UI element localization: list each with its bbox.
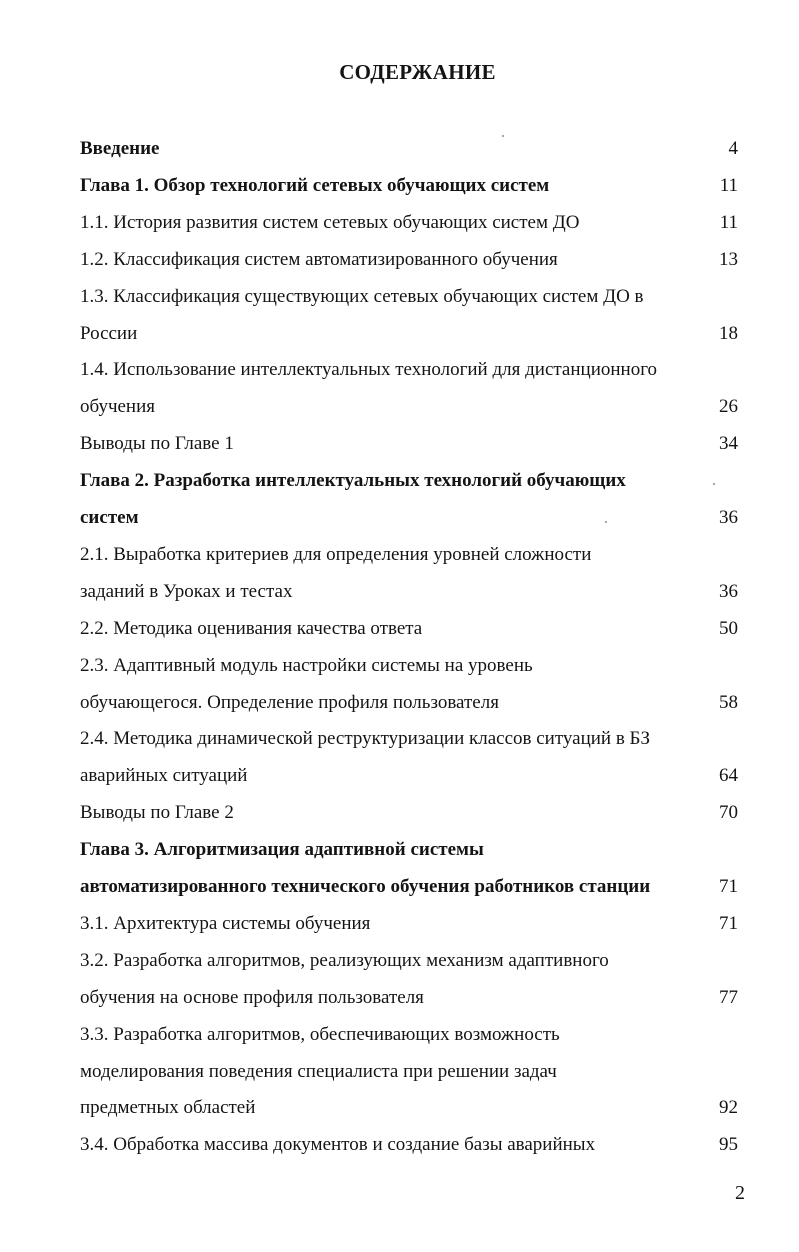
toc-page-number: 26 [719, 396, 738, 418]
toc-chapter-title: Введение [80, 138, 160, 159]
toc-entry-title: 2.2. Методика оценивания качества ответа [80, 617, 423, 639]
toc-entry-title: России [80, 322, 138, 344]
toc-page-number: 34 [719, 433, 738, 455]
toc-page-number: 11 [719, 174, 738, 196]
toc-entry-title: 2.3. Адаптивный модуль настройки системы на уровень [80, 654, 533, 676]
toc-entry-title: заданий в Уроках и тестах [80, 580, 293, 602]
toc-entry-title: 3.4. Обработка массива документов и создание базы аварийных [80, 1134, 596, 1156]
toc-entry-title: предметных областей [80, 1097, 256, 1119]
toc-page-number: 95 [719, 1134, 738, 1156]
toc-chapter-title: Глава 1. Обзор технологий сетевых обучающих систем [80, 174, 550, 196]
toc-entry-title: 3.1. Архитектура системы обучения [80, 912, 371, 934]
toc-entry-title: Выводы по Главе 1 [80, 433, 234, 455]
toc-page-number: 36 [719, 580, 738, 602]
page-number: 2 [735, 1182, 745, 1204]
toc-entry-title: моделирования поведения специалиста при решении задач [80, 1060, 557, 1082]
scan-speck [713, 483, 715, 485]
toc-entry-title: обучения на основе профиля пользователя [80, 986, 424, 1008]
toc-entry-title: 3.2. Разработка алгоритмов, реализующих механизм адаптивного [80, 949, 609, 971]
toc-chapter-title: автоматизированного технического обучения работников станции [80, 876, 651, 897]
toc-page-number: 50 [719, 617, 738, 639]
toc-page-number: 64 [719, 765, 738, 787]
toc-entry-title: 1.1. История развития систем сетевых обучающих систем ДО [80, 211, 580, 233]
toc-page-number: 71 [719, 912, 738, 934]
page-title: СОДЕРЖАНИЕ [339, 60, 496, 84]
toc-entry-title: обучающегося. Определение профиля пользователя [80, 691, 499, 713]
toc-entry-title: 2.4. Методика динамической реструктуризации классов ситуаций в БЗ [80, 728, 650, 750]
toc-page-number: 13 [719, 248, 738, 270]
toc-entry-title: Выводы по Главе 2 [80, 802, 234, 824]
toc-entry-title: 1.4. Использование интеллектуальных технологий для дистанционного [80, 359, 658, 381]
toc-page-number: 70 [719, 802, 738, 824]
toc-entry-title: 2.1. Выработка критериев для определения уровней сложности [80, 543, 592, 565]
toc-entry-title: 1.3. Классификация существующих сетевых обучающих систем ДО в [80, 285, 644, 307]
toc-page-number: 11 [719, 211, 738, 233]
scan-speck [605, 521, 607, 523]
toc-entry-title: аварийных ситуаций [80, 765, 248, 787]
toc-page-number: 77 [719, 986, 738, 1008]
toc-page-number: 71 [719, 876, 738, 897]
scan-speck [502, 135, 504, 137]
toc-page-number: 92 [719, 1097, 738, 1119]
toc-page-number: 18 [719, 322, 738, 344]
toc-entry-title: обучения [80, 396, 156, 418]
toc-page-number: 58 [719, 691, 738, 713]
toc-page-number: 4 [728, 138, 738, 159]
toc-chapter-title: систем [80, 507, 139, 528]
toc-entry-title: 3.3. Разработка алгоритмов, обеспечивающих возможность [80, 1023, 560, 1045]
toc-page-number: 36 [719, 507, 738, 528]
toc-chapter-title: Глава 2. Разработка интеллектуальных технологий обучающих [80, 470, 626, 492]
toc-entry-title: 1.2. Классификация систем автоматизированного обучения [80, 248, 558, 270]
toc-chapter-title: Глава 3. Алгоритмизация адаптивной системы [80, 839, 484, 861]
